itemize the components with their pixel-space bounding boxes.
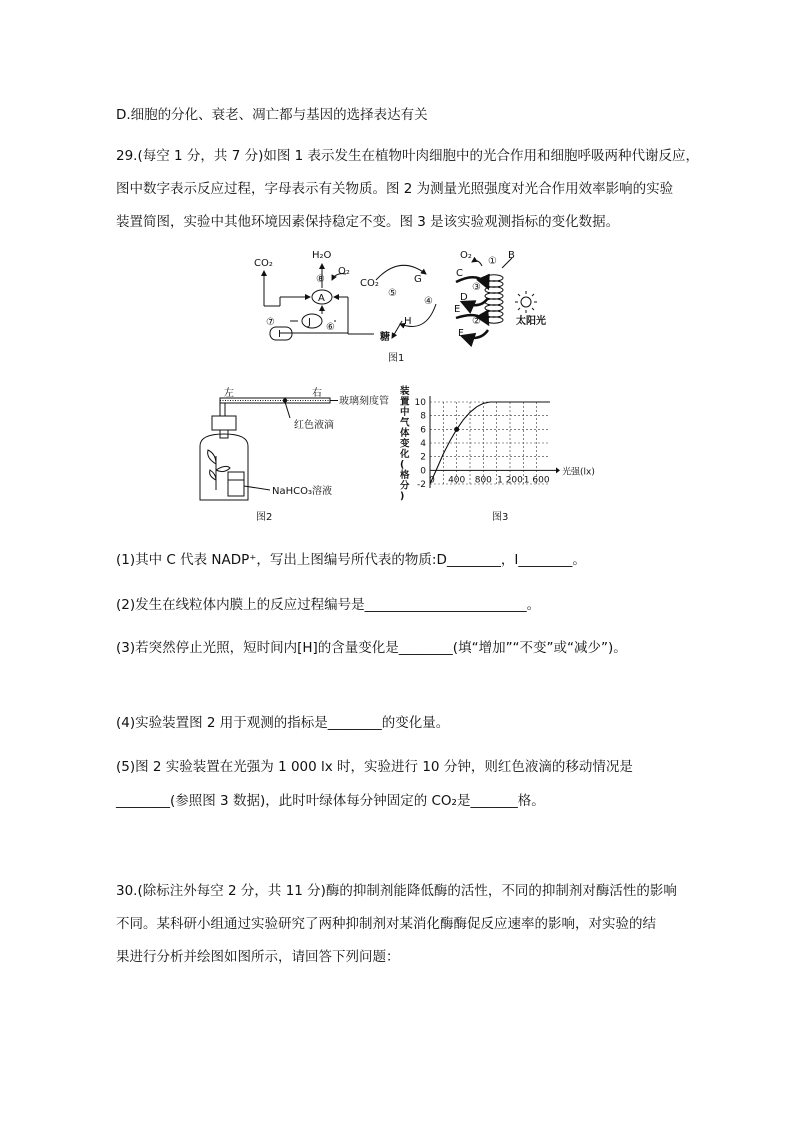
h2o-label: H₂O <box>312 250 332 261</box>
o2-top-label: O₂ <box>460 250 472 261</box>
sub-question-3: (3)若突然停止光照，短时间内[H]的含量变化是________(填“增加”“不变”或“减少”)。 <box>116 640 627 656</box>
y-axis-label-char: 置 <box>400 396 410 408</box>
o2-label-a: O₂ <box>338 266 350 277</box>
sugar-label: 糖 <box>380 332 390 343</box>
num-3: ③ <box>472 282 481 293</box>
num-1: ① <box>488 256 497 267</box>
label-e: E <box>454 304 461 315</box>
num-4: ④ <box>424 296 433 307</box>
right-label: 右 <box>312 388 322 399</box>
y-tick-label: 2 <box>420 452 426 463</box>
y-axis-label-char: 化 <box>400 449 410 460</box>
q30-line-1: 30.(除标注外每空 2 分，共 11 分)酶的抑制剂能降低酶的活性，不同的抑制剂对酶活性的影响 <box>116 883 677 899</box>
figure-1-caption: 图1 <box>388 353 405 364</box>
q30-line-2: 不同。某科研小组通过实验研究了两种抑制剂对某消化酶酶促反应速率的影响，对实验的结 <box>116 916 656 932</box>
left-label: 左 <box>224 388 234 399</box>
y-axis-label-char: 中 <box>400 407 410 418</box>
sub-question-4: (4)实验装置图 2 用于观测的指标是________的变化量。 <box>116 715 450 731</box>
y-tick-label: 6 <box>420 425 426 436</box>
co2-left-label: CO₂ <box>254 258 273 269</box>
y-axis-label-char: 体 <box>400 428 410 439</box>
y-tick-label: 8 <box>420 411 426 422</box>
option-d: D.细胞的分化、衰老、凋亡都与基因的选择表达有关 <box>116 107 428 123</box>
y-axis-label-char: ( <box>400 459 405 471</box>
label-c: C <box>456 268 463 279</box>
label-j: J <box>308 317 311 328</box>
y-tick-label: -2 <box>417 480 426 490</box>
y-tick-label: 4 <box>420 439 426 449</box>
y-axis-label-char: ) <box>400 491 405 502</box>
label-h: H <box>404 316 412 327</box>
y-tick-label: 10 <box>414 398 426 408</box>
figure-2 <box>190 386 400 511</box>
y-axis-label-char: 格 <box>400 470 410 481</box>
y-axis-label-char: 变 <box>400 438 410 450</box>
figure-3-chart <box>390 384 620 514</box>
solution-label: NaHCO₃溶液 <box>272 486 332 497</box>
figure-2-caption: 图2 <box>256 512 273 523</box>
co2-mid-label: CO₂ <box>360 278 379 289</box>
num-2: ② <box>472 316 481 327</box>
num-7: ⑦ <box>266 317 275 328</box>
figure-3-caption: 图3 <box>492 512 509 523</box>
x-tick-label: 0 <box>429 475 435 486</box>
num-5: ⑤ <box>388 288 397 299</box>
y-axis-label-char: 气 <box>400 417 410 429</box>
y-axis-label-char: 分 <box>400 480 410 492</box>
sub-question-1: (1)其中 C 代表 NADP⁺，写出上图编号所代表的物质:D________，I________。 <box>116 552 586 568</box>
x-tick-label: 400 <box>448 475 466 486</box>
sun-icon <box>515 291 537 313</box>
sub-question-2: (2)发生在线粒体内膜上的反应过程编号是________________________。 <box>116 597 541 613</box>
sub-question-5-line-2: ________(参照图 3 数据)，此时叶绿体每分钟固定的 CO₂是_______格。 <box>116 793 545 809</box>
label-b: B <box>508 250 515 261</box>
tube-label: 玻璃刻度管 <box>339 396 389 407</box>
figure-1 <box>250 244 550 366</box>
q29-line-1: 29.(每空 1 分，共 7 分)如图 1 表示发生在植物叶肉细胞中的光合作用和细胞呼吸两种代谢反应， <box>116 148 700 164</box>
y-tick-label: 0 <box>420 466 426 477</box>
label-d: D <box>460 292 468 303</box>
label-g: G <box>414 274 422 285</box>
marked-point <box>454 427 459 432</box>
sub-question-5-line-1: (5)图 2 实验装置在光强为 1 000 lx 时，实验进行 10 分钟，则红色液滴的移动情况是 <box>116 759 633 775</box>
x-tick-label: 1 200 <box>497 475 523 486</box>
x-tick-label: 1 600 <box>523 475 550 486</box>
q29-line-2: 图中数字表示反应过程，字母表示有关物质。图 2 为测量光照强度对光合作用效率影响的实验 <box>116 181 674 197</box>
x-tick-label: 800 <box>474 475 492 486</box>
label-f: F <box>458 328 464 339</box>
label-i: I <box>278 329 281 340</box>
num-6: ⑥ <box>326 322 335 333</box>
sunlight-label: 太阳光 <box>516 316 546 327</box>
y-axis-label-char: 装 <box>400 386 410 397</box>
drop-label: 红色液滴 <box>294 420 334 431</box>
x-axis-label: 光强(lx) <box>562 467 595 478</box>
label-a: A <box>318 293 325 304</box>
num-8: ⑧ <box>316 274 325 285</box>
q30-line-3: 果进行分析并绘图如图所示，请回答下列问题： <box>116 949 400 965</box>
q29-line-3: 装置简图，实验中其他环境因素保持稳定不变。图 3 是该实验观测指标的变化数据。 <box>116 214 620 230</box>
x-axis-arrow <box>556 467 560 473</box>
